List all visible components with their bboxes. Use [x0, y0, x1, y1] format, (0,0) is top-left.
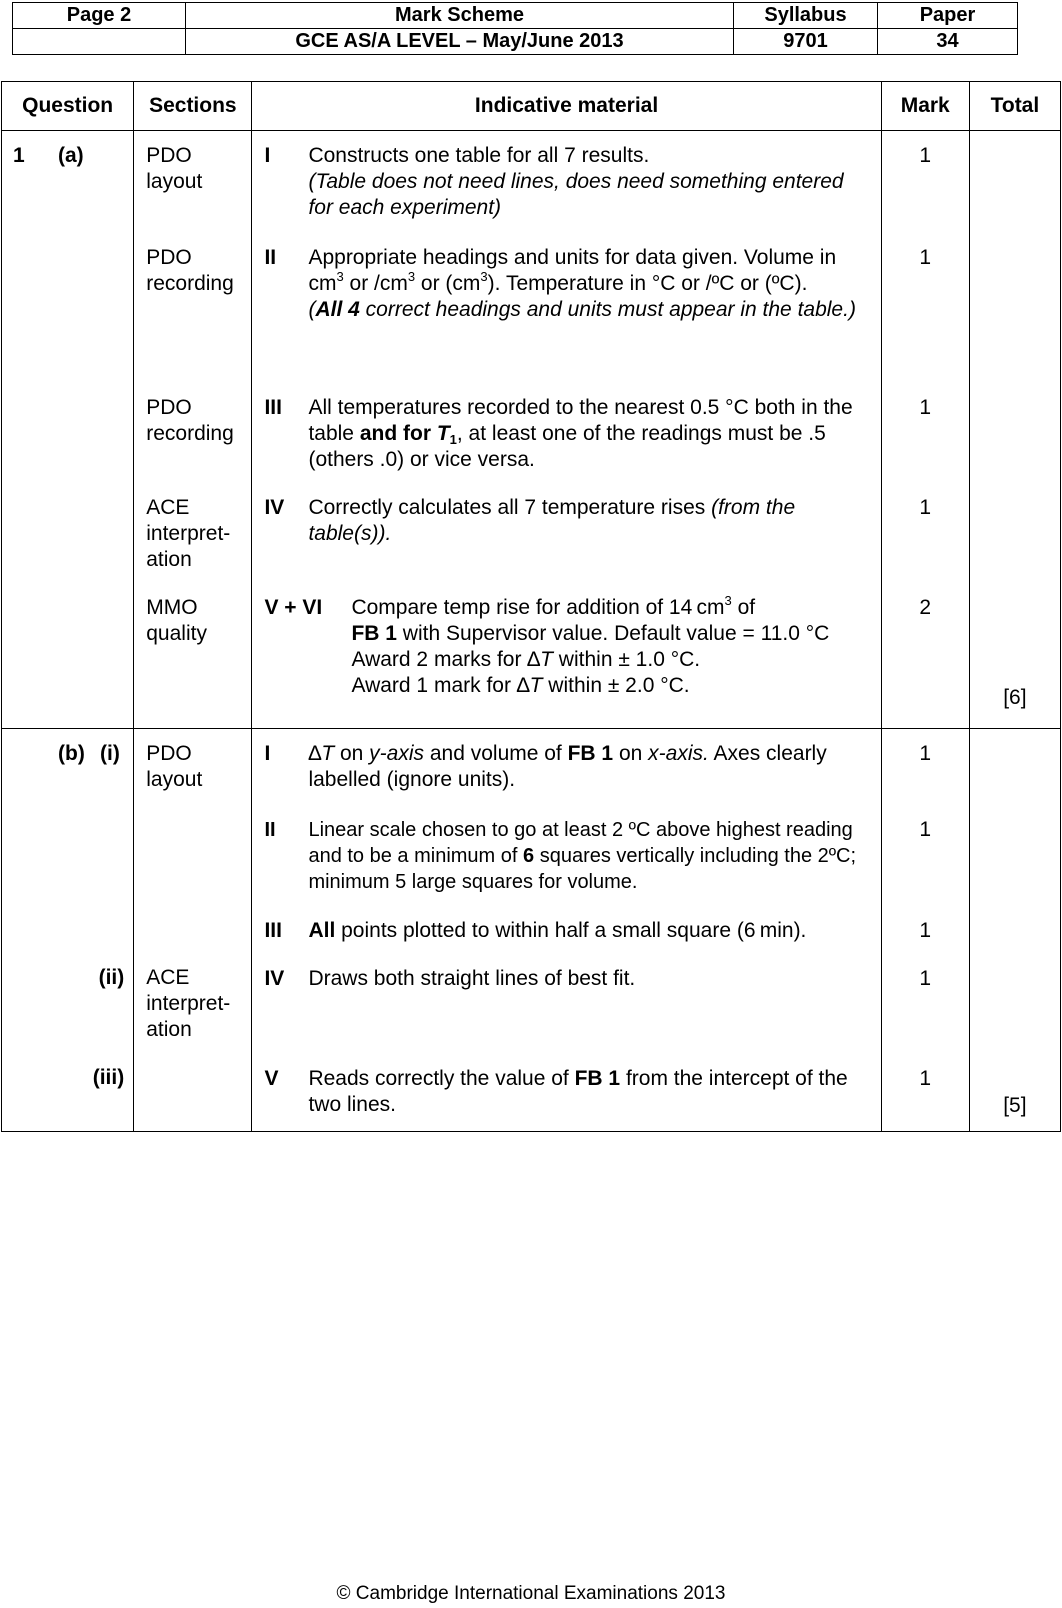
- subpart-ii-label: (ii): [98, 966, 125, 989]
- criterion-a-II: [252, 245, 880, 395]
- subpart-i-label: (i): [100, 742, 120, 765]
- section-line: PDO: [146, 396, 192, 419]
- header-page: Page 2: [13, 3, 186, 29]
- criterion-numeral: IV: [264, 967, 285, 990]
- criterion-text: Draws both straight lines of best fit.: [308, 967, 636, 990]
- criterion-numeral: V + VI: [264, 596, 323, 619]
- header-table: [12, 2, 1018, 55]
- part-a-indicative: [252, 131, 881, 729]
- criterion-numeral: III: [264, 919, 282, 942]
- question-number: 1: [13, 144, 25, 167]
- section-line: quality: [146, 622, 207, 645]
- col-sections: Sections: [134, 82, 252, 131]
- section-line: recording: [146, 272, 234, 295]
- criterion-text: Award 1 mark for ∆T within ± 2.0 °C.: [351, 674, 690, 697]
- section-item: [134, 143, 251, 245]
- part-b-sections: [134, 729, 252, 1132]
- section-line: ACE: [146, 496, 190, 519]
- part-a-sections: [134, 131, 252, 729]
- header-syllabus-label: Syllabus: [734, 3, 878, 29]
- criterion-a-I: [252, 143, 880, 245]
- section-line: MMO: [146, 596, 198, 619]
- criterion-numeral: I: [264, 742, 271, 765]
- col-total: Total: [969, 82, 1060, 131]
- criterion-text: ∆T on y-axis and volume of FB 1 on x-axis. Axes clearly labelled (ignore units).: [308, 742, 827, 791]
- criterion-text: Correctly calculates all 7 temperature rises (from the table(s)).: [308, 496, 796, 545]
- mark-value: 1: [919, 818, 932, 841]
- part-b-total-cell: [969, 729, 1060, 1132]
- column-header-row: [2, 82, 1061, 131]
- mark-scheme-table: [1, 81, 1061, 1132]
- criterion-b-III: [252, 918, 880, 966]
- section-line: recording: [146, 422, 234, 445]
- criterion-text: Award 2 marks for ∆T within ± 1.0 °C.: [351, 648, 701, 671]
- criterion-numeral: II: [264, 819, 276, 841]
- criterion-text: Compare temp rise for addition of 14 $cm^3$ of: [351, 593, 756, 619]
- section-item: [134, 495, 251, 595]
- header-paper-number: 34: [878, 29, 1018, 55]
- part-b-marks: [881, 729, 969, 1132]
- mark-value: 2: [919, 596, 932, 619]
- section-line: interpret-: [146, 522, 231, 545]
- criterion-b-V: [252, 1066, 880, 1118]
- part-a-question: [2, 131, 134, 729]
- mark-value: 1: [919, 496, 932, 519]
- mark-value: 1: [919, 1067, 932, 1090]
- section-item: [134, 741, 251, 965]
- section-line: layout: [146, 170, 203, 193]
- header-doc-type: Mark Scheme: [186, 3, 734, 29]
- copyright-footer: © Cambridge International Examinations 2013: [336, 1583, 726, 1604]
- col-indicative-material: Indicative material: [252, 82, 881, 131]
- header-paper-label: Paper: [878, 3, 1018, 29]
- part-a-row: [2, 131, 1061, 729]
- criterion-a-V-VI: [252, 595, 880, 699]
- col-question: Question: [2, 82, 134, 131]
- mark-value: 1: [919, 919, 932, 942]
- criterion-text: Reads correctly the value of FB 1 from the intercept of the two lines.: [308, 1067, 848, 1116]
- subpart-iii-label: (iii): [92, 1066, 125, 1089]
- section-line: ation: [146, 1018, 192, 1041]
- criterion-numeral: I: [264, 144, 271, 167]
- criterion-note: (Table does not need lines, does need something entered for each experiment): [308, 170, 844, 219]
- section-item: [134, 245, 251, 395]
- section-line: PDO: [146, 144, 192, 167]
- criterion-text: Appropriate headings and units for data given. Volume in $cm^3$ or $/cm^3$ or $(cm^3)$. Temperature in °C or /ºC or (ºC).: [308, 246, 837, 295]
- criterion-text: Constructs one table for all 7 results.: [308, 144, 650, 167]
- criterion-a-IV: [252, 495, 880, 595]
- part-a-marks: [881, 131, 969, 729]
- part-a-total: [6]: [1003, 686, 1027, 709]
- criterion-b-I: [252, 741, 880, 817]
- criterion-numeral: IV: [264, 496, 285, 519]
- section-line: PDO: [146, 246, 192, 269]
- section-item: [134, 595, 251, 647]
- header-row-2: [13, 29, 1018, 55]
- part-b-total: [5]: [1003, 1094, 1027, 1117]
- criterion-b-IV: [252, 966, 880, 1066]
- part-b-label: (b): [58, 742, 85, 765]
- section-line: ACE: [146, 966, 190, 989]
- criterion-text: All points plotted to within half a small square (6 min).: [308, 919, 807, 942]
- part-a-total-cell: [969, 131, 1060, 729]
- section-line: PDO: [146, 742, 192, 765]
- criterion-a-III: [252, 395, 880, 495]
- col-mark: Mark: [881, 82, 969, 131]
- header-row-1: [13, 3, 1018, 29]
- section-line: layout: [146, 768, 203, 791]
- part-b-indicative: [252, 729, 881, 1132]
- part-b-question: [2, 729, 134, 1132]
- section-item: [134, 965, 251, 1043]
- mark-value: 1: [919, 246, 932, 269]
- criterion-text: Linear scale chosen to go at least 2 ºC above highest reading and to be a minimum of 6 squares vertically including the 2ºC; minimum 5 large squares for volume.: [308, 819, 857, 893]
- criterion-numeral: V: [264, 1067, 279, 1090]
- mark-value: 1: [919, 144, 932, 167]
- header-blank: [13, 29, 186, 55]
- section-item: [134, 395, 251, 495]
- criterion-numeral: II: [264, 246, 277, 269]
- criterion-text: FB 1 with Supervisor value. Default value = 11.0 °C: [351, 622, 830, 645]
- mark-value: 1: [919, 396, 932, 419]
- part-b-row: [2, 729, 1061, 1132]
- section-line: ation: [146, 548, 192, 571]
- header-exam-title: GCE AS/A LEVEL – May/June 2013: [186, 29, 734, 55]
- criterion-b-II: [252, 817, 880, 918]
- section-line: interpret-: [146, 992, 231, 1015]
- criterion-text: All temperatures recorded to the nearest 0.5 °C both in the table and for $T_1$, at least one of the readings must be .5 (others .0) or vice versa.: [308, 396, 853, 471]
- criterion-numeral: III: [264, 396, 282, 419]
- criterion-note: (All 4 correct headings and units must appear in the table.): [308, 298, 856, 321]
- mark-value: 1: [919, 967, 932, 990]
- part-a-label: (a): [58, 144, 84, 167]
- header-syllabus-code: 9701: [734, 29, 878, 55]
- mark-value: 1: [919, 742, 932, 765]
